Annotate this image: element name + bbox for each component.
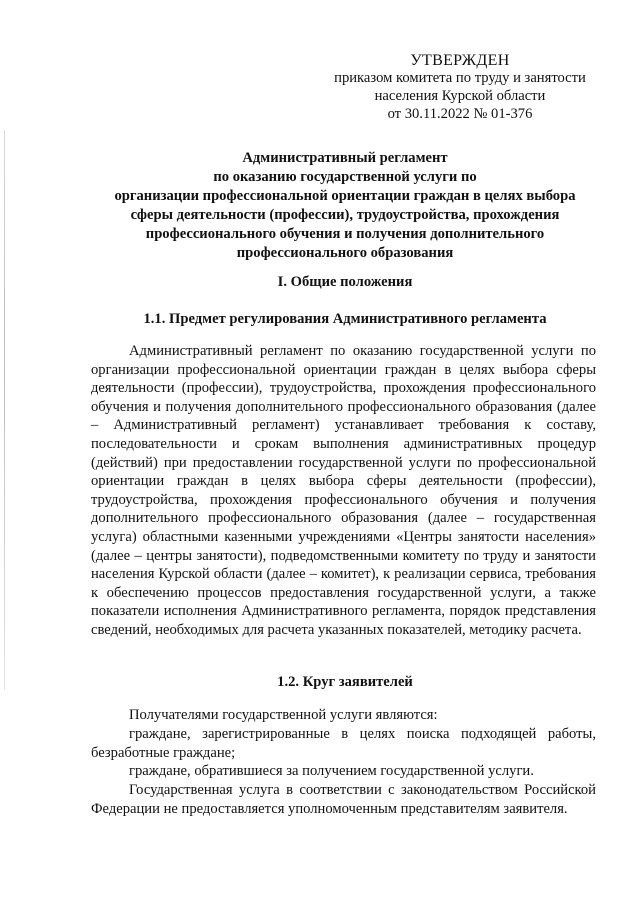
paragraph-recipients: Получателями государственной услуги являются:	[129, 707, 438, 723]
document-title	[60, 149, 630, 263]
document-title-line-2: по оказанию государственной услуги по	[213, 169, 477, 185]
scan-edge-line	[4, 130, 5, 690]
approval-line-3: от 30.11.2022 № 01-376	[387, 106, 533, 122]
approval-title: УТВЕРЖДЕН	[410, 52, 510, 69]
paragraph-applied-citizens: граждане, обратившиеся за получением государственной услуги.	[129, 763, 534, 779]
subsection-heading-applicants: 1.2. Круг заявителей	[277, 674, 413, 690]
paragraph-registered-citizens: граждане, зарегистрированные в целях поиска подходящей работы, безработные граждане;	[91, 726, 596, 761]
document-title-line-6: профессионального образования	[236, 245, 454, 261]
paragraph-representatives: Государственная услуга в соответствии с законодательством Российской Федерации не предоставляется уполномоченным представителям заявителя.	[91, 782, 596, 817]
paragraph-subject-of-regulation: Административный регламент по оказанию государственной услуги по организации профессиональной ориентации граждан в целях выбора сферы деятельности (профессии), трудоустройства, прохождения профессионального обучения и получения дополнительного профессионального образования (далее – Административный регламент) устанавливает требования к составу, последовательности и срокам выполнения административных процедур (действий) при предоставлении государственной услуги по профессиональной ориентации граждан в целях выбора сферы деятельности (профессии), трудоустройства, прохождения профессионального обучения и получения дополнительного профессионального образования (далее – государственная услуга) областными казенными учреждениями «Центры занятости населения» (далее – центры занятости), подведомственными комитету по труду и занятости населения Курской области (далее – комитет), к реализации сервиса, требования к обеспечению процессов предоставления государственной услуги, а также показатели исполнения Административного регламента, порядок представления сведений, необходимых для расчета указанных показателей, методику расчета.	[91, 343, 596, 638]
document-title-line-1: Административный регламент	[242, 150, 448, 166]
approval-line-2: населения Курской области	[374, 88, 546, 104]
subsection-heading-subject: 1.1. Предмет регулирования Административного регламента	[143, 311, 547, 327]
document-title-line-5: профессионального обучения и получения дополнительного	[145, 226, 545, 242]
document-title-line-3: организации профессиональной ориентации граждан в целях выбора	[114, 188, 576, 204]
approval-line-1: приказом комитета по труду и занятости	[334, 70, 586, 86]
document-title-line-4: сферы деятельности (профессии), трудоустройства, прохождения	[130, 207, 560, 223]
approval-block	[300, 52, 620, 70]
section-heading-general: I. Общие положения	[277, 274, 413, 290]
